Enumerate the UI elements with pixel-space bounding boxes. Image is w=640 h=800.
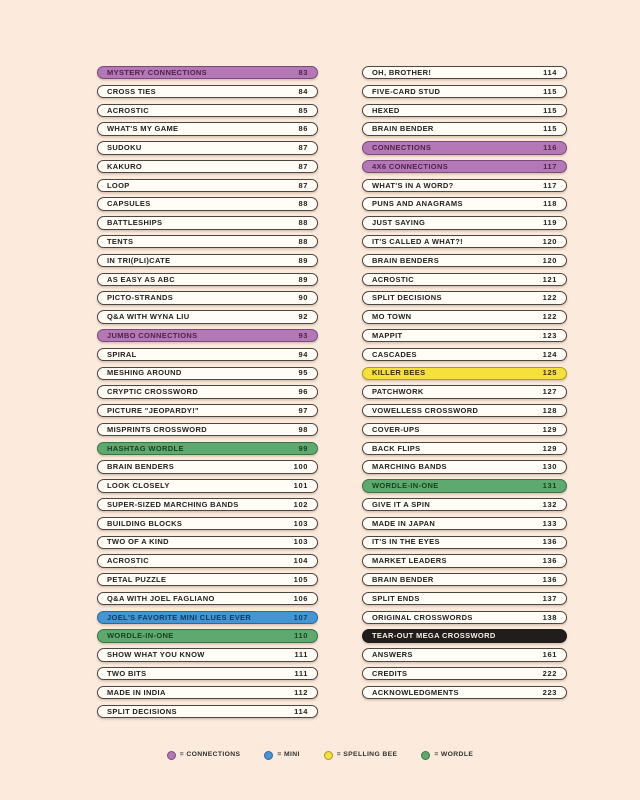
toc-row [362,498,567,511]
toc-row [97,404,318,417]
toc-entry-title: MADE IN JAPAN [372,518,436,528]
toc-entry-title: BUILDING BLOCKS [107,518,183,528]
toc-row [97,592,318,605]
toc-entry-page: 130 [542,462,557,472]
legend-item [264,751,299,760]
toc-entry-page: 222 [542,668,557,678]
toc-entry-page: 122 [542,293,557,303]
toc-entry-page: 97 [298,406,308,415]
toc-entry-page: 131 [542,481,557,491]
toc-entry-title: OH, BROTHER! [372,68,432,78]
toc-entry-page: 125 [542,368,557,378]
legend-item [167,751,241,760]
toc-entry-title: CREDITS [372,669,408,679]
toc-row [97,367,318,380]
toc-row [362,216,567,229]
toc-entry-title: ANSWERS [372,650,413,660]
legend-label: = MINI [277,751,300,759]
toc-entry-page: 120 [542,255,557,265]
toc-entry-title: WHAT'S MY GAME [107,124,179,134]
toc-row [362,536,567,549]
toc-entry-title: BATTLESHIPS [107,218,163,228]
toc-entry-title: IT'S CALLED A WHAT?! [372,237,463,247]
toc-row [97,141,318,154]
toc-row [97,686,318,699]
toc-row [362,385,567,398]
toc-row [97,291,318,304]
toc-row [97,385,318,398]
toc-entry-title: TWO OF A KIND [107,537,169,547]
toc-entry-page: 128 [542,406,557,415]
toc-entry-title: CASCADES [372,349,417,359]
toc-row [362,442,567,455]
toc-entry-page: 107 [293,612,308,622]
toc-row [97,104,318,117]
toc-entry-title: CONNECTIONS [372,143,432,153]
toc-row [97,705,318,718]
toc-entry-page: 129 [542,443,557,453]
toc-row [362,160,567,173]
toc-entry-title: IT'S IN THE EYES [372,537,440,547]
toc-entry-page: 121 [542,274,557,284]
toc-entry-page: 111 [294,650,308,660]
toc-entry-page: 102 [293,499,308,509]
toc-entry-page: 101 [293,481,308,491]
toc-row [362,104,567,117]
toc-entry-title: BRAIN BENDERS [107,462,175,472]
toc-row [362,367,567,380]
toc-row [97,573,318,586]
toc-entry-page: 122 [542,312,557,322]
toc-row [97,498,318,511]
toc-entry-title: HASHTAG WORDLE [107,443,184,453]
toc-entry-page: 161 [542,650,557,660]
toc-entry-page: 129 [542,424,557,434]
toc-row [97,216,318,229]
legend-dot-icon [264,751,273,760]
toc-entry-title: COVER-UPS [372,424,420,434]
legend-item [324,751,398,760]
toc-entry-page: 84 [298,86,308,96]
legend-item [421,751,473,760]
toc-entry-title: WHAT'S IN A WORD? [372,180,454,190]
toc-entry-title: ACROSTIC [372,274,414,284]
toc-entry-page: 133 [542,518,557,528]
toc-row [362,611,567,624]
toc-entry-title: Q&A WITH JOEL FAGLIANO [107,594,215,604]
toc-entry-title: LOOP [107,180,130,190]
toc-row [362,554,567,567]
legend [0,751,640,760]
toc-entry-page: 136 [542,575,557,585]
toc-entry-title: KILLER BEES [372,368,426,378]
toc-entry-page: 85 [298,105,308,115]
toc-entry-title: HEXED [372,105,400,115]
toc-columns [97,66,567,723]
toc-entry-page: 117 [543,180,557,190]
toc-entry-page: 115 [543,105,557,115]
toc-entry-title: PICTURE "JEOPARDY!" [107,406,199,416]
toc-row [362,629,567,642]
toc-entry-page: 117 [543,161,557,171]
toc-entry-page: 87 [298,180,308,190]
toc-row [97,648,318,661]
toc-entry-page: 114 [294,706,308,716]
toc-row [362,66,567,79]
toc-row [97,460,318,473]
toc-entry-page: 99 [298,443,308,453]
toc-entry-title: SPLIT DECISIONS [107,706,177,716]
toc-entry-title: LOOK CLOSELY [107,481,170,491]
toc-row [97,517,318,530]
toc-entry-title: IN TRI(PLI)CATE [107,255,171,265]
toc-entry-page: 115 [543,124,557,134]
toc-entry-page: 105 [293,575,308,585]
toc-entry-page: 114 [543,67,557,77]
toc-row [97,179,318,192]
toc-row [97,235,318,248]
toc-row [97,629,318,642]
toc-row [362,197,567,210]
toc-row [362,310,567,323]
toc-entry-title: FIVE-CARD STUD [372,86,441,96]
toc-entry-title: SUDOKU [107,143,142,153]
toc-entry-title: BRAIN BENDER [372,124,434,134]
toc-entry-page: 94 [298,349,308,359]
toc-entry-title: SHOW WHAT YOU KNOW [107,650,205,660]
toc-entry-title: CAPSULES [107,199,151,209]
toc-row [362,479,567,492]
toc-entry-title: BRAIN BENDERS [372,255,440,265]
toc-entry-page: 90 [298,293,308,303]
toc-entry-page: 93 [298,330,308,340]
toc-entry-title: SPIRAL [107,349,137,359]
toc-row [97,442,318,455]
legend-label: = CONNECTIONS [179,751,241,759]
toc-entry-title: SUPER-SIZED MARCHING BANDS [107,500,239,510]
toc-row [362,291,567,304]
toc-entry-title: VOWELLESS CROSSWORD [372,406,479,416]
toc-entry-page: 223 [542,687,557,697]
toc-row [362,460,567,473]
toc-row [362,329,567,342]
toc-entry-page: 115 [543,86,557,96]
toc-entry-title: MESHING AROUND [107,368,182,378]
toc-entry-page: 103 [293,537,308,547]
toc-entry-title: WORDLE-IN-ONE [372,481,439,491]
toc-entry-page: 136 [542,556,557,566]
toc-entry-title: TENTS [107,237,134,247]
toc-entry-page: 92 [298,312,308,322]
toc-entry-title: MO TOWN [372,312,412,322]
toc-entry-page: 88 [298,218,308,228]
toc-row [97,423,318,436]
toc-row [362,179,567,192]
toc-column-left [97,66,318,723]
toc-row [362,273,567,286]
toc-entry-page: 89 [298,255,308,265]
toc-entry-title: BRAIN BENDER [372,575,434,585]
toc-entry-title: CROSS TIES [107,86,156,96]
toc-entry-page: 111 [294,668,308,678]
toc-entry-title: CRYPTIC CROSSWORD [107,387,199,397]
toc-entry-page: 136 [542,537,557,547]
toc-entry-title: TWO BITS [107,669,147,679]
toc-entry-title: MAPPIT [372,331,403,341]
toc-entry-title: WORDLE-IN-ONE [107,631,174,641]
legend-dot-icon [421,751,430,760]
toc-entry-page: 104 [293,556,308,566]
toc-entry-page: 137 [542,593,557,603]
toc-row [97,66,318,79]
toc-row [362,686,567,699]
toc-entry-page: 88 [298,236,308,246]
toc-row [97,536,318,549]
toc-row [97,611,318,624]
toc-entry-title: ACROSTIC [107,556,149,566]
toc-entry-page: 100 [293,462,308,472]
toc-entry-title: JOEL'S FAVORITE MINI CLUES EVER [107,612,252,622]
toc-entry-title: MARCHING BANDS [372,462,447,472]
toc-row [97,348,318,361]
toc-entry-title: TEAR-OUT MEGA CROSSWORD [372,631,496,641]
toc-row [362,85,567,98]
toc-entry-page: 110 [294,631,308,641]
toc-row [362,573,567,586]
toc-entry-title: ACROSTIC [107,105,149,115]
toc-entry-title: MISPRINTS CROSSWORD [107,424,207,434]
toc-entry-title: BACK FLIPS [372,443,421,453]
legend-label: = SPELLING BEE [336,751,398,759]
toc-row [97,160,318,173]
toc-entry-page: 124 [542,349,557,359]
toc-entry-title: PETAL PUZZLE [107,575,167,585]
toc-row [97,85,318,98]
toc-entry-title: ORIGINAL CROSSWORDS [372,612,473,622]
toc-entry-page: 106 [293,593,308,603]
toc-entry-title: PICTO-STRANDS [107,293,174,303]
toc-entry-page: 98 [298,424,308,434]
toc-entry-title: JUST SAYING [372,218,426,228]
toc-entry-title: PATCHWORK [372,387,424,397]
toc-entry-title: Q&A WITH WYNA LIU [107,312,190,322]
toc-entry-page: 119 [543,218,557,228]
toc-column-right [362,66,567,723]
toc-row [362,648,567,661]
toc-row [97,479,318,492]
legend-label: = WORDLE [434,751,474,759]
toc-entry-title: PUNS AND ANAGRAMS [372,199,463,209]
toc-entry-page: 88 [298,199,308,209]
toc-row [362,592,567,605]
toc-entry-title: GIVE IT A SPIN [372,500,431,510]
toc-entry-page: 138 [542,612,557,622]
toc-entry-page: 120 [542,236,557,246]
toc-entry-page: 89 [298,274,308,284]
toc-entry-page: 116 [543,143,557,153]
toc-row [362,517,567,530]
toc-entry-page: 83 [298,67,308,77]
toc-row [97,310,318,323]
toc-entry-page: 112 [294,687,308,697]
toc-row [362,122,567,135]
toc-entry-page: 86 [298,124,308,134]
toc-entry-page: 87 [298,161,308,171]
toc-row [362,254,567,267]
legend-dot-icon [324,751,333,760]
toc-row [97,329,318,342]
toc-row [97,197,318,210]
toc-entry-title: MADE IN INDIA [107,687,166,697]
toc-entry-title: SPLIT ENDS [372,594,420,604]
toc-row [97,122,318,135]
toc-entry-page: 95 [298,368,308,378]
toc-entry-page: 123 [542,330,557,340]
toc-entry-title: 4X6 CONNECTIONS [372,162,449,172]
toc-row [362,423,567,436]
toc-entry-page: 103 [293,518,308,528]
toc-row [362,235,567,248]
toc-row [362,141,567,154]
toc-entry-page: 127 [542,387,557,397]
toc-row [97,667,318,680]
toc-entry-title: AS EASY AS ABC [107,274,175,284]
toc-entry-page: 96 [298,387,308,397]
toc-entry-page: 87 [298,143,308,153]
toc-row [362,348,567,361]
toc-row [97,273,318,286]
toc-entry-title: ACKNOWLEDGMENTS [372,687,459,697]
toc-entry-title: SPLIT DECISIONS [372,293,442,303]
toc-entry-title: JUMBO CONNECTIONS [107,331,198,341]
toc-entry-title: KAKURO [107,162,143,172]
toc-entry-title: MARKET LEADERS [372,556,447,566]
toc-entry-page: 118 [543,199,557,209]
toc-entry-title: MYSTERY CONNECTIONS [107,68,207,78]
toc-row [362,404,567,417]
toc-entry-page: 132 [542,499,557,509]
legend-dot-icon [167,751,176,760]
toc-row [97,254,318,267]
toc-row [97,554,318,567]
toc-row [362,667,567,680]
